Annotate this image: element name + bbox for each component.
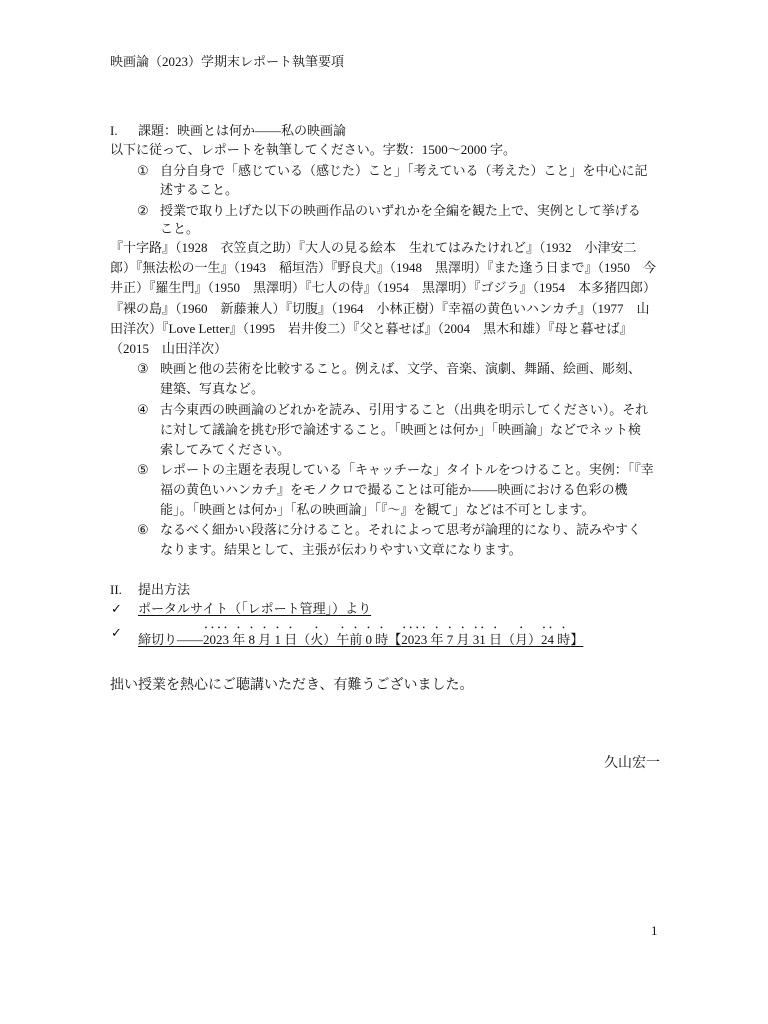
section-1-title: 課題：映画とは何か――私の映画論 — [138, 123, 347, 138]
item-marker: ② — [137, 203, 149, 218]
page-number: 1 — [651, 923, 658, 938]
section-1-intro: 以下に従って、レポートを執筆してください。字数：1500～2000 字。 — [110, 142, 516, 157]
deadline-open-bracket: 【 — [388, 632, 402, 647]
item-line: に対して議論を挑む形で論述すること。「映画とは何か」「映画論」などでネット検 — [160, 422, 642, 437]
section-1-number: I. — [110, 123, 118, 138]
item-line: こと。 — [160, 221, 200, 236]
deadline-line — [138, 624, 583, 649]
item-line: 福の黄色いハンカチ』をモノクロで撮ることは可能か――映画における色彩の機 — [160, 482, 628, 497]
film-list-line: 田洋次）『Love Letter』（1995 岩井俊二）『父と暮せば』（2004 黒木和雄）『母と暮せば』 — [110, 321, 633, 336]
section-2-number: II. — [110, 582, 122, 597]
film-list-line: （2015 山田洋次） — [110, 341, 228, 356]
item-line: 能」。「映画とは何か」「私の映画論」「『～』を観て」などは不可とします。 — [160, 502, 595, 517]
film-list-line: 『裸の島』（1960 新藤兼人）『切腹』（1964 小林正樹）『幸福の黄色いハンカチ』（1977 山 — [110, 301, 650, 316]
item-marker: ④ — [137, 402, 149, 417]
check-icon: ✓ — [111, 625, 122, 640]
item-marker: ⑤ — [137, 462, 149, 477]
section-2-title: 提出方法 — [138, 582, 191, 597]
check-icon: ✓ — [111, 601, 122, 616]
item-line: 授業で取り上げた以下の映画作品のいずれかを全編を観た上で、実例として挙げる — [160, 203, 641, 218]
item-line: 建築、写真など。 — [160, 381, 265, 396]
film-list-line: 『十字路』（1928 衣笠貞之助）『大人の見る絵本 生れてはみたけれど』（1932 小津安二 — [110, 240, 637, 255]
film-list-line: 井正）『羅生門』（1950 黒澤明）『七人の侍』（1954 黒澤明）『ゴジラ』（1954 本多猪四郎） — [110, 280, 657, 295]
document-header: 映画論（2023）学期末レポート執筆要項 — [110, 54, 345, 69]
item-line: なります。結果として、主張が伝わりやすい文章になります。 — [160, 542, 522, 557]
author-name: 久山宏一 — [604, 754, 660, 770]
submission-method: ポータルサイト（「レポート管理」）より — [138, 601, 372, 616]
item-marker: ① — [137, 163, 149, 178]
item-line: 古今東西の映画論のどれかを読み、引用すること（出典を明示してください）。それ — [160, 402, 649, 417]
item-marker: ③ — [137, 361, 149, 376]
deadline-close-bracket: 】 — [570, 632, 584, 647]
item-line: なるべく細かい段落に分けること。それによって思考が論理的になり、読みやすく — [160, 522, 642, 537]
item-line: 述すること。 — [160, 182, 239, 197]
film-list-line: 郎）『無法松の一生』（1943 稲垣浩）『野良犬』（1948 黒澤明）『また逢う日まで』（1950 今 — [110, 260, 657, 275]
item-line: 自分自身で「感じている（感じた）こと」「考えている（考えた）こと」を中心に記 — [160, 163, 648, 178]
deadline-alt-date: 2023 年 7 月 31 日（月）24 時 — [401, 632, 571, 647]
deadline-date: 2023 年 8 月 1 日（火）午前 0 時 — [203, 632, 389, 647]
deadline-prefix: 締切り―― — [138, 632, 204, 647]
item-line: レポートの主題を表現している「キャッチーな」タイトルをつけること。実例：「『幸 — [160, 462, 654, 477]
closing-message: 拙い授業を熱心にご聴講いただき、有難うございました。 — [110, 676, 474, 692]
item-marker: ⑥ — [137, 522, 149, 537]
item-line: 索してみてください。 — [160, 442, 291, 457]
item-line: 映画と他の芸術を比較すること。例えば、文学、音楽、演劇、舞踊、絵画、彫刻、 — [160, 361, 642, 376]
